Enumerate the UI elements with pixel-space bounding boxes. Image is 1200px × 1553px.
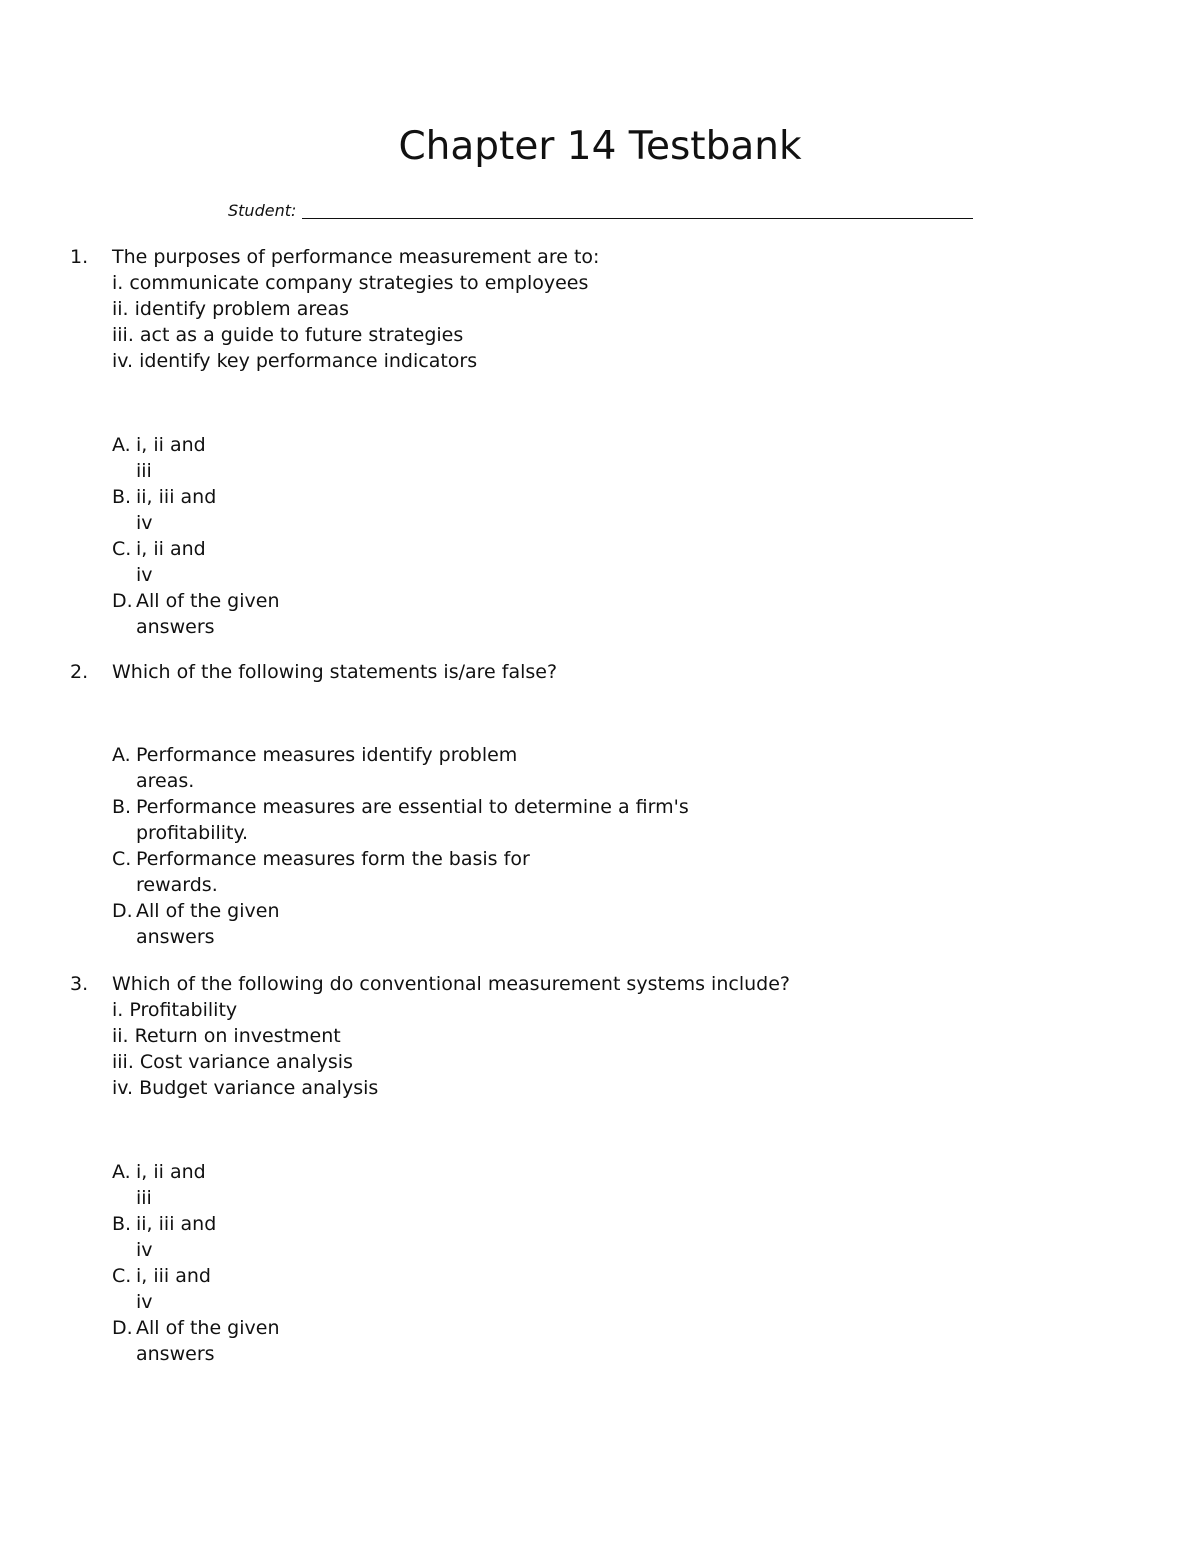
option-text-cont: answers <box>136 926 215 948</box>
option-text-cont: iii <box>136 1187 152 1209</box>
question-1-options <box>112 432 279 640</box>
option-letter: C. <box>112 1265 132 1287</box>
option-letter: C. <box>112 538 132 560</box>
option-d[interactable] <box>112 1315 279 1367</box>
option-letter: A. <box>112 434 131 456</box>
option-text-cont: iv <box>136 1291 153 1313</box>
question-1 <box>70 244 1130 374</box>
option-d[interactable] <box>112 898 689 950</box>
question-sub-item: iii. Cost variance analysis <box>112 1051 353 1073</box>
question-number: 1. <box>70 246 89 268</box>
option-text: Performance measures form the basis for <box>136 848 530 870</box>
option-letter: B. <box>112 1213 132 1235</box>
option-text: Performance measures identify problem <box>136 744 518 766</box>
question-number: 2. <box>70 661 89 683</box>
option-text: All of the given <box>136 900 280 922</box>
option-text: All of the given <box>136 1317 280 1339</box>
question-sub-item: iv. Budget variance analysis <box>112 1077 379 1099</box>
option-letter: D. <box>112 1317 133 1339</box>
option-b[interactable] <box>112 484 279 536</box>
question-2-options <box>112 742 689 950</box>
student-label: Student: <box>228 201 297 220</box>
option-c[interactable] <box>112 1263 279 1315</box>
question-stem: Which of the following statements is/are false? <box>112 661 558 683</box>
option-a[interactable] <box>112 432 279 484</box>
question-3 <box>70 971 1130 1101</box>
student-name-field[interactable] <box>302 198 973 219</box>
option-b[interactable] <box>112 794 689 846</box>
option-text-cont: areas. <box>136 770 195 792</box>
option-d[interactable] <box>112 588 279 640</box>
option-letter: D. <box>112 900 133 922</box>
option-text-cont: profitability. <box>136 822 249 844</box>
option-letter: B. <box>112 796 132 818</box>
student-name-row <box>228 196 973 222</box>
option-text: i, ii and <box>136 1161 206 1183</box>
option-letter: D. <box>112 590 133 612</box>
option-text: i, iii and <box>136 1265 211 1287</box>
option-text: i, ii and <box>136 434 206 456</box>
option-text-cont: iii <box>136 460 152 482</box>
option-letter: A. <box>112 1161 131 1183</box>
page-title: Chapter 14 Testbank <box>398 124 802 169</box>
question-stem: Which of the following do conventional measurement systems include? <box>112 973 790 995</box>
option-c[interactable] <box>112 846 689 898</box>
question-sub-item: iv. identify key performance indicators <box>112 350 478 372</box>
option-text-cont: iv <box>136 564 153 586</box>
question-2 <box>70 659 1130 685</box>
option-letter: B. <box>112 486 132 508</box>
option-text: ii, iii and <box>136 1213 217 1235</box>
option-text: Performance measures are essential to determine a firm's <box>136 796 689 818</box>
option-a[interactable] <box>112 742 689 794</box>
question-sub-item: iii. act as a guide to future strategies <box>112 324 464 346</box>
question-sub-item: ii. Return on investment <box>112 1025 341 1047</box>
option-text-cont: iv <box>136 1239 153 1261</box>
question-stem: The purposes of performance measurement are to: <box>112 246 600 268</box>
option-text-cont: answers <box>136 1343 215 1365</box>
option-text: i, ii and <box>136 538 206 560</box>
question-number: 3. <box>70 973 89 995</box>
option-text: All of the given <box>136 590 280 612</box>
option-letter: C. <box>112 848 132 870</box>
question-sub-item: i. communicate company strategies to employees <box>112 272 589 294</box>
option-text-cont: answers <box>136 616 215 638</box>
question-3-options <box>112 1159 279 1367</box>
option-text-cont: iv <box>136 512 153 534</box>
question-sub-item: i. Profitability <box>112 999 238 1021</box>
option-text-cont: rewards. <box>136 874 218 896</box>
option-letter: A. <box>112 744 131 766</box>
option-a[interactable] <box>112 1159 279 1211</box>
option-text: ii, iii and <box>136 486 217 508</box>
option-c[interactable] <box>112 536 279 588</box>
option-b[interactable] <box>112 1211 279 1263</box>
question-sub-item: ii. identify problem areas <box>112 298 349 320</box>
